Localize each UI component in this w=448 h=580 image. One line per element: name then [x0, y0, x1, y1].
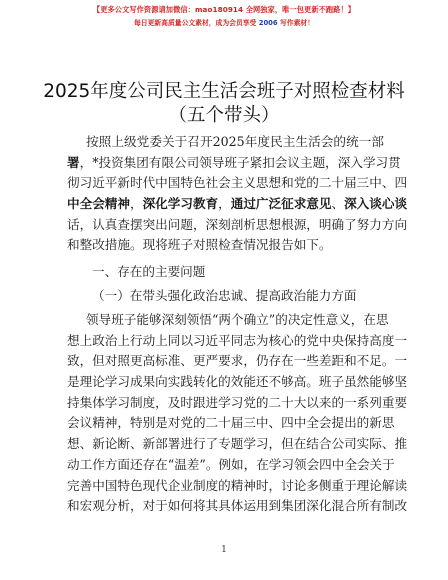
body-first-line [86, 310, 389, 331]
promo-banner-price: 2006 [258, 19, 278, 27]
intro-line: 彻习近平新时代中国特色社会主义思想和党的二十届三中、四 [67, 175, 408, 191]
intro-line: 署，*投资集团有限公司领导班子紧扣会议主题，深入学习贯 [67, 154, 401, 170]
intro-line: 按照上级党委关于召开2025年度民主生活会的统一部 [86, 134, 384, 149]
body-line: 是理论学习成果向实践转化的效能还不够高。班子虽然能够坚 [67, 374, 408, 390]
intro-paragraph-body [67, 153, 408, 256]
document-subtitle: （五个带头） [168, 105, 280, 126]
intro-paragraph [86, 132, 384, 153]
body-line: 想上政治上行动上同以习近平同志为核心的党中央保持高度一 [67, 332, 408, 348]
page-number: 1 [221, 545, 227, 555]
promo-banner-text-right: 写作素材！ [280, 19, 314, 27]
body-line: 和宏观分析，对于如何将其具体运用到集团深化混合所有制改 [67, 498, 408, 514]
intro-line: 中全会精神，深化学习教育，通过广泛征求意见、深入谈心谈 [67, 196, 408, 212]
body-line: 想、新论断、新部署进行了专题学习，但在结合公司实际、推 [67, 436, 408, 452]
body-line: 持集体学习制度，及时跟进学习党的二十大以来的一系列重要 [67, 394, 408, 410]
intro-line: 话，认真查摆突出问题，深刻剖析思想根源，明确了努力方向 [67, 216, 408, 232]
body-line: 致，但对照更高标准、更严要求，仍存在一些差距和不足。一 [67, 353, 408, 369]
promo-banner-line1: 【更多公文写作资源请加微信：mao180914 全网独家，唯一包更新不跑路！】 [92, 5, 356, 14]
intro-line: 和整改措施。现将班子对照检查情况报告如下。 [67, 237, 332, 253]
body-line: 会议精神，特别是对党的二十届三中、四中全会提出的新思 [67, 415, 395, 431]
section-heading: 一、存在的主要问题 [92, 264, 206, 279]
promo-banner-line2 [0, 17, 448, 27]
body-line: 动工作方面还存在“温差”。例如，在学习领会四中全会关于 [67, 456, 395, 472]
body-paragraph [67, 331, 408, 517]
subsection-heading: （一）在带头强化政治忠诚、提高政治能力方面 [92, 288, 357, 303]
body-line: 领导班子能够深刻领悟“两个确立”的决定性意义，在思 [86, 312, 389, 327]
promo-banner-text-left: 每日更新高质量公文素材，成为会员享受 [134, 19, 257, 27]
document-title: 2025年度公司民主生活会班子对照检查材料 [43, 81, 405, 102]
body-line: 完善中国特色现代企业制度的精神时，讨论多侧重于理论解读 [67, 477, 408, 493]
